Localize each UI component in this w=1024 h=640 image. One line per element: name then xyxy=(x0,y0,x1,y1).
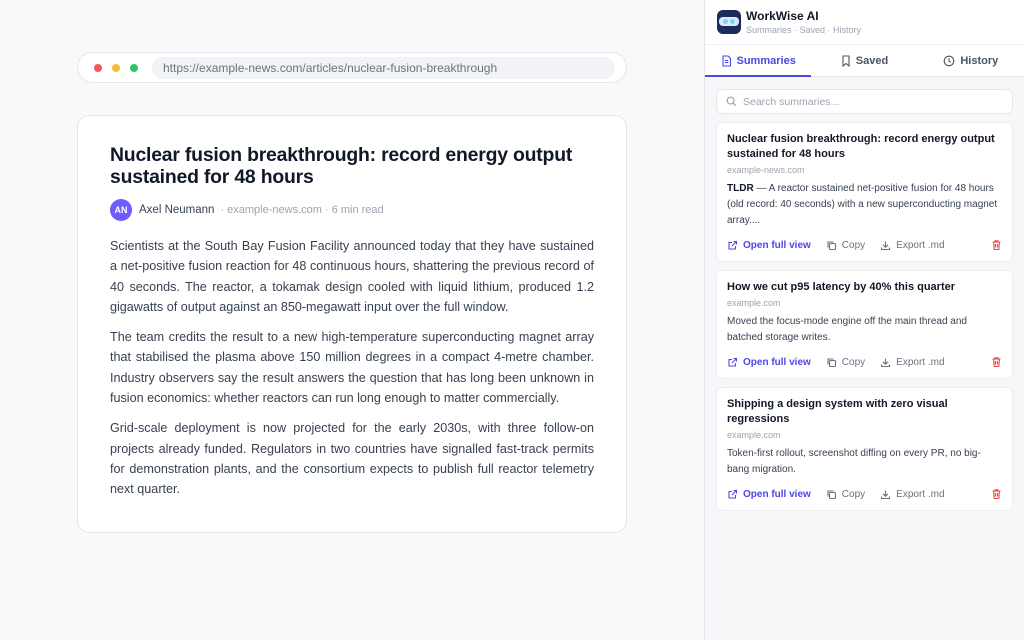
summary-actions xyxy=(727,356,1002,368)
summary-title[interactable]: How we cut p95 latency by 40% this quarter xyxy=(727,281,956,293)
copy-icon xyxy=(826,240,837,251)
summary-actions xyxy=(727,239,1002,251)
open-full-view-label: Open full view xyxy=(743,356,811,368)
open-full-view-label: Open full view xyxy=(743,239,811,251)
article-paragraph: Scientists at the South Bay Fusion Facility announced today that they have sustained a net-positive fusion reaction for 48 continuous hours, shattering the previous record of 40 seconds. The reactor, a tokamak design cooled with liquid lithium, produced 1.2 gigawatts of output against an 850-megawatt input over the full window. xyxy=(110,239,594,314)
url-field[interactable]: https://example-news.com/articles/nuclear-fusion-breakthrough xyxy=(152,57,615,79)
copy-icon xyxy=(826,489,837,500)
delete-button[interactable] xyxy=(991,356,1002,368)
trash-icon xyxy=(991,356,1002,368)
article-meta: · example-news.com · 6 min read xyxy=(220,204,384,216)
open-full-view-button[interactable] xyxy=(727,240,811,251)
robot-logo-icon xyxy=(717,10,741,34)
summary-actions xyxy=(727,488,1002,500)
minimize-window-dot[interactable] xyxy=(112,64,120,72)
summary-source: example.com xyxy=(727,430,781,440)
summary-card[interactable] xyxy=(716,122,1013,262)
tab-history[interactable] xyxy=(918,45,1024,76)
bookmark-icon xyxy=(841,55,851,67)
document-icon xyxy=(721,55,732,67)
copy-button[interactable] xyxy=(826,240,865,251)
export-label: Export .md xyxy=(896,356,945,368)
delete-button[interactable] xyxy=(991,488,1002,500)
summary-title[interactable]: Shipping a design system with zero visual regressions xyxy=(727,398,948,425)
export-label: Export .md xyxy=(896,488,945,500)
summary-title[interactable]: Nuclear fusion breakthrough: record energy output sustained for 48 hours xyxy=(727,133,995,160)
download-icon xyxy=(880,357,891,368)
download-icon xyxy=(880,489,891,500)
tab-label: History xyxy=(960,54,999,67)
browser-address-bar xyxy=(77,52,627,83)
search-icon xyxy=(726,96,737,107)
article-byline xyxy=(110,199,594,221)
tldr-label: TLDR xyxy=(727,183,754,194)
export-label: Export .md xyxy=(896,239,945,251)
summary-card[interactable] xyxy=(716,387,1013,511)
summary-source: example.com xyxy=(727,298,781,308)
copy-label: Copy xyxy=(841,239,866,251)
copy-icon xyxy=(826,357,837,368)
panel-tabs xyxy=(705,45,1024,77)
trash-icon xyxy=(991,488,1002,500)
open-full-view-button[interactable] xyxy=(727,357,811,368)
brand-subtitle: Summaries · Saved · History xyxy=(746,25,862,35)
author-avatar: AN xyxy=(110,199,132,221)
article-body xyxy=(110,236,594,500)
tab-label: Saved xyxy=(855,54,889,67)
download-icon xyxy=(880,240,891,251)
article-card xyxy=(77,115,627,533)
open-full-view-label: Open full view xyxy=(743,488,811,500)
summary-card[interactable] xyxy=(716,270,1013,379)
tab-saved[interactable] xyxy=(811,45,917,76)
external-link-icon xyxy=(727,489,738,500)
summary-text xyxy=(727,181,1002,229)
search-box[interactable] xyxy=(716,89,1013,114)
export-md-button[interactable] xyxy=(880,489,944,500)
copy-button[interactable] xyxy=(826,489,865,500)
clock-icon xyxy=(943,55,955,67)
maximize-window-dot[interactable] xyxy=(130,64,138,72)
tab-label: Summaries xyxy=(736,54,796,67)
copy-button[interactable] xyxy=(826,357,865,368)
close-window-dot[interactable] xyxy=(94,64,102,72)
copy-label: Copy xyxy=(841,356,866,368)
summary-text: Token-first rollout, screenshot diffing on every PR, no big-bang migration. xyxy=(727,448,981,475)
summary-source: example-news.com xyxy=(727,165,805,175)
extension-side-panel xyxy=(704,0,1024,640)
summary-text: Moved the focus-mode engine off the main thread and batched storage writes. xyxy=(727,316,967,343)
delete-button[interactable] xyxy=(991,239,1002,251)
summary-body: — A reactor sustained net-positive fusion for 48 hours (old record: 40 seconds) with a new superconducting magnet array.... xyxy=(727,183,998,226)
trash-icon xyxy=(991,239,1002,251)
search-input[interactable] xyxy=(743,96,993,108)
article-title: Nuclear fusion breakthrough: record energy output sustained for 48 hours xyxy=(110,144,573,188)
export-md-button[interactable] xyxy=(880,240,944,251)
copy-label: Copy xyxy=(841,488,866,500)
article-paragraph: Grid-scale deployment is now projected for the early 2030s, with three follow-on projects already funded. Regulators in two countries have signalled fast-track permits for demonstration plants, and the consortium expects to publish full reactor telemetry next quarter. xyxy=(110,421,594,497)
external-link-icon xyxy=(727,240,738,251)
brand-name: WorkWise AI xyxy=(746,9,819,23)
tab-summaries[interactable] xyxy=(705,45,811,76)
export-md-button[interactable] xyxy=(880,357,944,368)
article-paragraph: The team credits the result to a new high-temperature superconducting magnet array that stabilised the plasma above 150 million degrees in a compact 4-metre chamber. Industry observers say the result answers the question that has long been unknown in fusion economics: whether reactors can run long enough to matter commercially. xyxy=(110,330,594,406)
external-link-icon xyxy=(727,357,738,368)
panel-header xyxy=(705,0,1024,45)
author-name: Axel Neumann xyxy=(139,204,215,216)
open-full-view-button[interactable] xyxy=(727,489,811,500)
